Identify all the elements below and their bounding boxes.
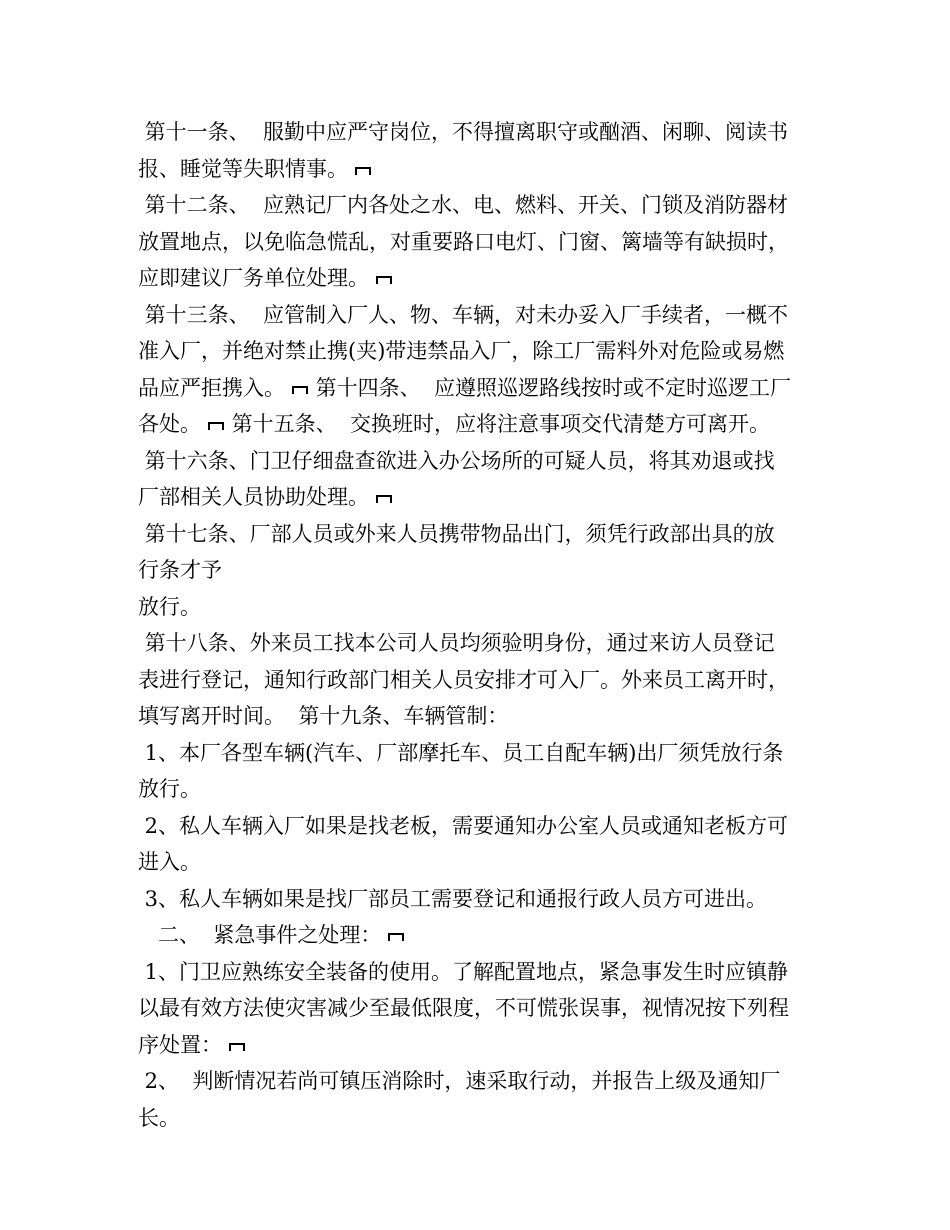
text-line bbox=[138, 917, 816, 954]
line-text: 放行。 bbox=[138, 594, 201, 619]
text-line bbox=[138, 808, 816, 845]
text-line bbox=[138, 406, 816, 443]
text-line bbox=[138, 516, 816, 553]
paragraph-mark-icon bbox=[228, 1041, 246, 1053]
line-text: 2、私人车辆入厂如果是找老板，需要通知办公室人员或通知老板方可 bbox=[138, 813, 789, 838]
text-line bbox=[138, 297, 816, 334]
line-text: 二、 紧急事件之处理： bbox=[138, 923, 382, 947]
line-text: 第十二条、 应熟记厂内各处之水、电、燃料、开关、门锁及消防器材 bbox=[138, 193, 789, 217]
line-text: 第十一条、 服勤中应严守岗位，不得擅离职守或酗酒、闲聊、阅读书 bbox=[138, 120, 789, 144]
text-line bbox=[138, 625, 816, 662]
paragraph-mark-icon bbox=[387, 931, 405, 943]
line-text: 厂部相关人员协助处理。 bbox=[138, 485, 369, 509]
line-text: 行条才予 bbox=[138, 558, 222, 582]
text-line bbox=[138, 990, 816, 1027]
text-line bbox=[138, 333, 816, 370]
text-line bbox=[138, 735, 816, 772]
text-line bbox=[138, 224, 816, 261]
line-text: 进入。 bbox=[138, 850, 201, 874]
text-line bbox=[138, 370, 816, 407]
line-text: 长。 bbox=[138, 1105, 180, 1130]
paragraph-mark-icon bbox=[291, 384, 309, 396]
paragraph-mark-icon bbox=[375, 493, 393, 505]
line-text: 填写离开时间。 第十九条、车辆管制： bbox=[138, 704, 509, 728]
line-text: 各处。 bbox=[138, 412, 201, 436]
paragraph-mark-icon bbox=[375, 274, 393, 286]
line-text: 放置地点，以免临急慌乱，对重要路口电灯、门窗、篱墙等有缺损时， bbox=[138, 229, 789, 254]
line-text-continued: 第十五条、 交换班时，应将注意事项交代清楚方可离开。 bbox=[225, 412, 771, 436]
line-text: 应即建议厂务单位处理。 bbox=[138, 266, 369, 290]
line-text-continued: 第十四条、 应遵照巡逻路线按时或不定时巡逻工厂 bbox=[309, 375, 792, 400]
line-text: 3、私人车辆如果是找厂部员工需要登记和通报行政人员方可进出。 bbox=[138, 886, 768, 911]
line-text: 品应严拒携入。 bbox=[138, 375, 285, 400]
text-line bbox=[138, 114, 816, 151]
text-line bbox=[138, 1063, 816, 1100]
line-text: 表进行登记，通知行政部门相关人员安排才可入厂。外来员工离开时， bbox=[138, 667, 789, 692]
line-text: 序处置： bbox=[138, 1032, 222, 1057]
text-line bbox=[138, 881, 816, 918]
text-line bbox=[138, 443, 816, 480]
line-text: 第十三条、 应管制入厂人、物、车辆，对未办妥入厂手续者，一概不 bbox=[138, 302, 789, 327]
text-line bbox=[138, 698, 816, 735]
text-line bbox=[138, 589, 816, 626]
line-text: 报、睡觉等失职情事。 bbox=[138, 156, 348, 181]
document-body bbox=[138, 114, 816, 1136]
paragraph-mark-icon bbox=[207, 420, 225, 432]
paragraph-mark-icon bbox=[354, 165, 372, 177]
line-text: 1、本厂各型车辆(汽车、厂部摩托车、员工自配车辆)出厂须凭放行条 bbox=[138, 740, 784, 765]
text-line bbox=[138, 844, 816, 881]
text-line bbox=[138, 954, 816, 991]
line-text: 第十六条、门卫仔细盘查欲进入办公场所的可疑人员，将其劝退或找 bbox=[138, 448, 775, 473]
text-line bbox=[138, 1027, 816, 1064]
text-line bbox=[138, 151, 816, 188]
text-line bbox=[138, 552, 816, 589]
text-line bbox=[138, 662, 816, 699]
line-text: 以最有效方法使灾害减少至最低限度，不可慌张误事，视情况按下列程 bbox=[138, 996, 789, 1020]
line-text: 第十七条、厂部人员或外来人员携带物品出门，须凭行政部出具的放 bbox=[138, 521, 775, 546]
line-text: 2、 判断情况若尚可镇压消除时，速采取行动，并报告上级及通知厂 bbox=[138, 1069, 781, 1093]
line-text: 放行。 bbox=[138, 777, 201, 801]
line-text: 第十八条、外来员工找本公司人员均须验明身份，通过来访人员登记 bbox=[138, 631, 775, 655]
text-line bbox=[138, 260, 816, 297]
line-text: 准入厂，并绝对禁止携(夹)带违禁品入厂，除工厂需料外对危险或易燃 bbox=[138, 339, 785, 363]
text-line bbox=[138, 771, 816, 808]
text-line bbox=[138, 187, 816, 224]
text-line bbox=[138, 1100, 816, 1137]
line-text: 1、门卫应熟练安全装备的使用。了解配置地点，紧急事发生时应镇静 bbox=[138, 959, 789, 984]
text-line bbox=[138, 479, 816, 516]
